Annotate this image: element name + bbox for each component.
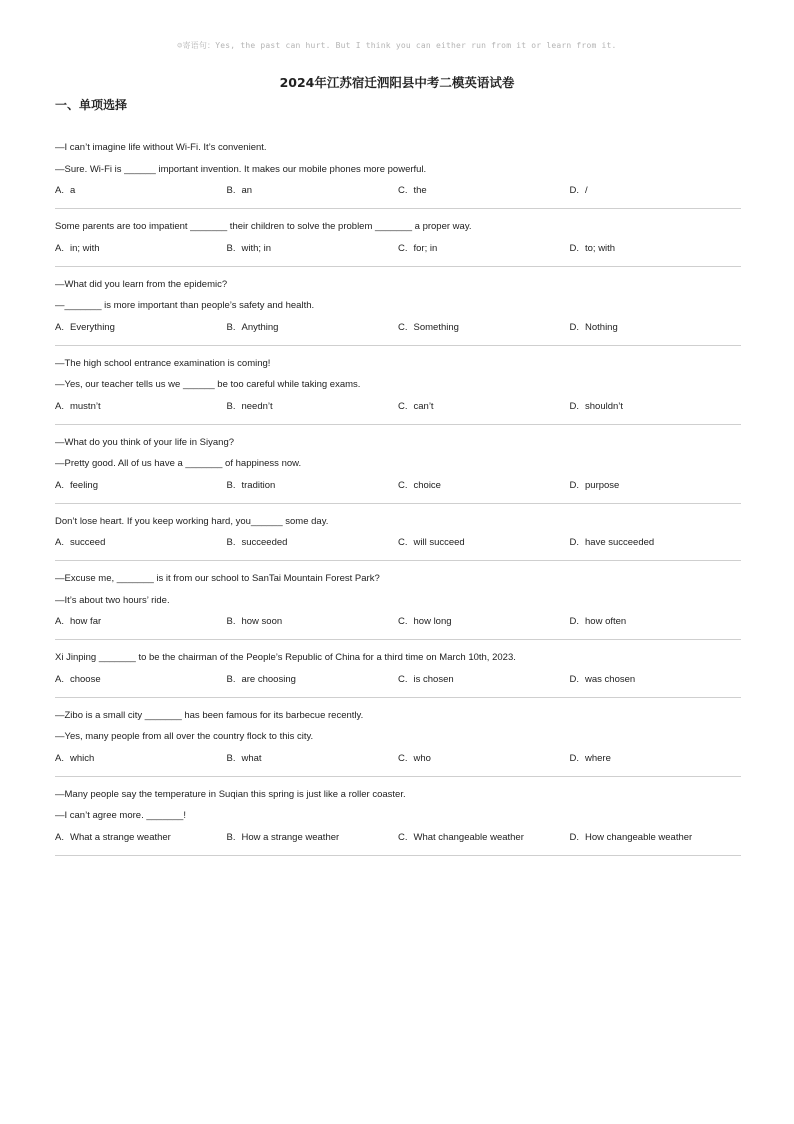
answer-option[interactable]	[55, 401, 227, 413]
answer-option[interactable]	[570, 616, 742, 628]
option-letter: A.	[55, 479, 64, 491]
answer-options	[55, 185, 741, 197]
question-item	[55, 209, 741, 267]
answer-option[interactable]	[570, 537, 742, 549]
answer-option[interactable]	[55, 753, 227, 765]
question-item	[55, 640, 741, 698]
answer-option[interactable]	[398, 616, 570, 628]
option-text: an	[241, 185, 253, 196]
option-text: /	[585, 185, 588, 196]
option-letter: B.	[226, 242, 236, 254]
question-item	[55, 698, 741, 777]
option-text: in; with	[69, 242, 100, 254]
question-item	[55, 267, 741, 346]
answer-option[interactable]	[398, 674, 570, 686]
answer-option[interactable]	[227, 480, 399, 492]
question-item	[55, 346, 741, 425]
option-text: the	[413, 185, 427, 196]
question-item	[55, 561, 741, 640]
answer-option[interactable]	[227, 401, 399, 413]
option-letter: B.	[226, 479, 236, 491]
question-item	[55, 504, 741, 562]
option-text: Something	[413, 321, 459, 333]
answer-option[interactable]	[570, 753, 742, 765]
answer-options	[55, 401, 741, 413]
option-text: can’t	[413, 400, 434, 412]
option-letter: D.	[569, 831, 579, 843]
option-letter: A.	[55, 185, 64, 196]
question-stem-line: Xi Jinping _______ to be the chairman of the People’s Republic of China for a third time on March 10th, 2023.	[55, 652, 516, 663]
question-stem-line: —I can’t imagine life without Wi-Fi. It’s convenient.	[55, 142, 267, 153]
answer-option[interactable]	[55, 832, 227, 844]
option-letter: C.	[398, 479, 408, 491]
option-text: are choosing	[241, 673, 296, 685]
option-letter: B.	[226, 185, 236, 196]
option-text: Anything	[241, 321, 279, 333]
option-letter: C.	[398, 242, 408, 254]
option-letter: C.	[398, 616, 408, 627]
option-text: which	[69, 752, 95, 764]
option-text: What a strange weather	[69, 831, 171, 843]
option-letter: C.	[398, 752, 408, 764]
answer-options	[55, 480, 741, 492]
option-text: Nothing	[585, 321, 618, 333]
option-letter: B.	[226, 400, 236, 412]
header-quote: ☺寄语句：Yes, the past can hurt. But I think you can either run from it or learn from it.	[177, 41, 617, 50]
option-text: how soon	[241, 616, 283, 627]
answer-option[interactable]	[55, 243, 227, 255]
question-stem-line: —Yes, our teacher tells us we ______ be too careful while taking exams.	[55, 379, 361, 390]
option-text: with; in	[241, 242, 272, 254]
option-letter: A.	[55, 537, 64, 548]
answer-option[interactable]	[570, 243, 742, 255]
option-text: for; in	[413, 242, 438, 254]
answer-option[interactable]	[55, 616, 227, 628]
option-text: is chosen	[413, 673, 454, 685]
answer-options	[55, 674, 741, 686]
option-text: who	[413, 752, 431, 764]
option-letter: C.	[398, 321, 408, 333]
answer-option[interactable]	[398, 401, 570, 413]
answer-option[interactable]	[227, 322, 399, 334]
option-text: to; with	[585, 242, 616, 254]
option-text: was chosen	[585, 673, 636, 685]
option-letter: A.	[55, 400, 64, 412]
option-text: needn’t	[241, 400, 273, 412]
option-letter: A.	[55, 831, 64, 843]
question-stem-line: —Zibo is a small city _______ has been famous for its barbecue recently.	[55, 709, 364, 721]
option-text: Everything	[69, 321, 115, 333]
option-letter: D.	[569, 537, 579, 548]
answer-options	[55, 832, 741, 844]
option-letter: D.	[569, 616, 579, 627]
option-letter: D.	[569, 321, 579, 333]
answer-options	[55, 753, 741, 765]
answer-option[interactable]	[398, 322, 570, 334]
option-letter: D.	[569, 673, 579, 685]
option-letter: B.	[226, 616, 236, 627]
option-text: will succeed	[413, 537, 465, 548]
answer-option[interactable]	[570, 322, 742, 334]
option-letter: D.	[569, 185, 579, 196]
answer-option[interactable]	[398, 243, 570, 255]
answer-option[interactable]	[570, 185, 742, 197]
option-letter: A.	[55, 616, 64, 627]
answer-option[interactable]	[55, 322, 227, 334]
option-letter: A.	[55, 242, 64, 254]
option-letter: A.	[55, 752, 64, 764]
question-item	[55, 777, 741, 856]
answer-option[interactable]	[398, 832, 570, 844]
option-text: a	[69, 185, 76, 196]
option-letter: C.	[398, 831, 408, 843]
answer-option[interactable]	[227, 185, 399, 197]
question-item	[55, 425, 741, 504]
question-list	[55, 130, 741, 856]
option-text: mustn’t	[69, 400, 101, 412]
option-text: How changeable weather	[585, 831, 693, 843]
option-letter: B.	[226, 673, 236, 685]
answer-options	[55, 616, 741, 628]
answer-option[interactable]	[570, 674, 742, 686]
question-stem-line: —Many people say the temperature in Suqian this spring is just like a roller coaster.	[55, 788, 406, 800]
answer-options	[55, 537, 741, 549]
answer-option[interactable]	[227, 243, 399, 255]
option-text: how long	[413, 616, 452, 627]
option-text: what	[241, 752, 262, 764]
answer-option[interactable]	[570, 401, 742, 413]
option-text: choice	[413, 479, 441, 491]
option-letter: B.	[226, 537, 236, 548]
option-letter: D.	[569, 400, 579, 412]
answer-option[interactable]	[55, 480, 227, 492]
question-stem-line: —Excuse me, _______ is it from our school to SanTai Mountain Forest Park?	[55, 573, 380, 584]
option-text: purpose	[585, 479, 620, 491]
answer-option[interactable]	[570, 832, 742, 844]
option-letter: D.	[569, 242, 579, 254]
question-stem-line: Some parents are too impatient _______ their children to solve the problem _______ a proper way.	[55, 221, 472, 232]
question-stem-line: —I can’t agree more. _______!	[55, 810, 186, 821]
option-text: tradition	[241, 479, 276, 491]
option-text: shouldn’t	[585, 400, 624, 412]
question-stem-line: —It’s about two hours’ ride.	[55, 594, 170, 606]
question-stem-line: —_______ is more important than people’s safety and health.	[55, 300, 315, 311]
option-letter: C.	[398, 185, 408, 196]
page-title: 2024年江苏宿迁泗阳县中考二模英语试卷	[279, 75, 515, 90]
question-stem-line: —Pretty good. All of us have a _______ of happiness now.	[55, 458, 302, 469]
answer-option[interactable]	[227, 616, 399, 628]
question-stem-line: —Sure. Wi-Fi is ______ important invention. It makes our mobile phones more powerful.	[55, 163, 427, 175]
option-letter: D.	[569, 479, 579, 491]
option-text: succeed	[69, 537, 106, 548]
answer-option[interactable]	[398, 480, 570, 492]
question-item	[55, 130, 741, 209]
answer-option[interactable]	[55, 185, 227, 197]
section-heading: 一、单项选择	[55, 98, 128, 112]
question-stem-line: Don’t lose heart. If you keep working hard, you______ some day.	[55, 515, 329, 527]
option-letter: A.	[55, 321, 64, 333]
option-letter: C.	[398, 400, 408, 412]
question-stem-line: —What did you learn from the epidemic?	[55, 278, 228, 290]
answer-option[interactable]	[227, 832, 399, 844]
option-text: how far	[69, 616, 102, 627]
option-letter: B.	[226, 831, 236, 843]
answer-option[interactable]	[227, 753, 399, 765]
option-letter: C.	[398, 537, 408, 548]
option-text: have succeeded	[585, 537, 655, 548]
option-text: succeeded	[241, 537, 288, 548]
answer-option[interactable]	[570, 480, 742, 492]
option-text: What changeable weather	[413, 831, 524, 843]
option-letter: C.	[398, 673, 408, 685]
question-stem-line: —Yes, many people from all over the country flock to this city.	[55, 731, 314, 742]
answer-option[interactable]	[227, 537, 399, 549]
option-text: How a strange weather	[241, 831, 340, 843]
answer-option[interactable]	[398, 537, 570, 549]
answer-option[interactable]	[55, 674, 227, 686]
option-letter: D.	[569, 752, 579, 764]
option-text: feeling	[69, 479, 98, 491]
answer-option[interactable]	[55, 537, 227, 549]
question-stem-line: —The high school entrance examination is coming!	[55, 357, 271, 369]
answer-options	[55, 322, 741, 334]
option-letter: B.	[226, 752, 236, 764]
answer-option[interactable]	[398, 185, 570, 197]
question-stem-line: —What do you think of your life in Siyang?	[55, 436, 235, 448]
answer-options	[55, 243, 741, 255]
answer-option[interactable]	[227, 674, 399, 686]
option-letter: B.	[226, 321, 236, 333]
option-letter: A.	[55, 673, 64, 685]
answer-option[interactable]	[398, 753, 570, 765]
option-text: choose	[69, 673, 101, 685]
option-text: how often	[585, 616, 627, 627]
option-text: where	[585, 752, 611, 764]
